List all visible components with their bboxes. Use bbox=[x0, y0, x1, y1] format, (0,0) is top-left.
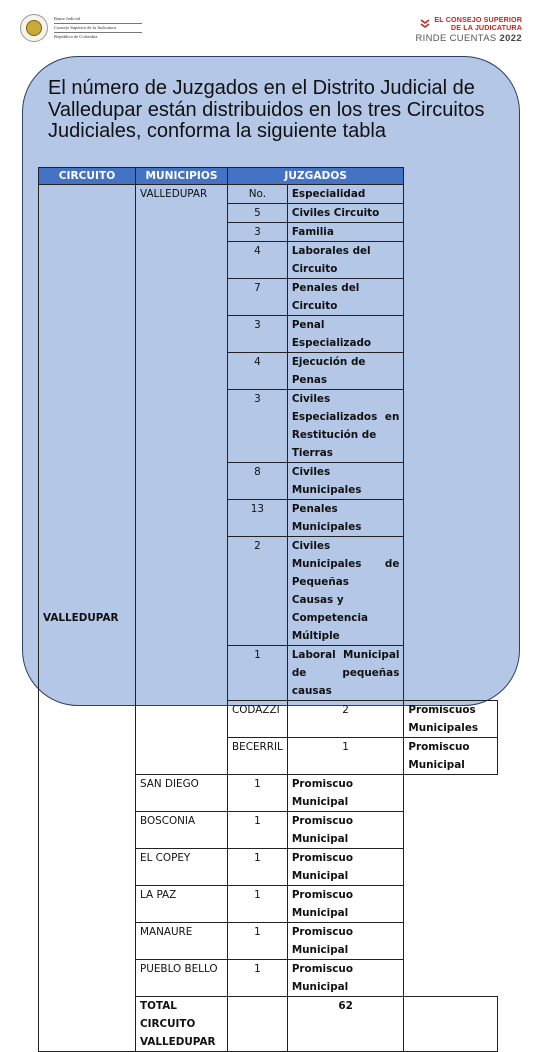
coat-of-arms-icon bbox=[20, 14, 48, 42]
brand-line-2: DE LA JUDICATURA bbox=[450, 23, 522, 33]
institution-line-3: República de Colombia bbox=[54, 34, 98, 39]
especialidad-line-2: causas bbox=[291, 685, 332, 697]
especialidad-line-1: Civiles Municipales de Pequeñas bbox=[291, 540, 400, 588]
institution-line-2: Consejo Superior de la Judicatura bbox=[54, 25, 116, 30]
total-municipios-empty bbox=[228, 997, 288, 1052]
chevron-logo-icon bbox=[419, 17, 431, 29]
circuito-cell: VALLEDUPAR bbox=[39, 185, 136, 1052]
header-left bbox=[20, 14, 142, 42]
juzgados-table bbox=[38, 167, 498, 1052]
table-row: MANAURE 1 Promiscuo Municipal bbox=[39, 923, 498, 960]
table-row: 7 Penales del Circuito bbox=[39, 279, 498, 316]
table-row: 2 Civiles Municipales de Pequeñas Causas y Competencia Múltiple bbox=[39, 537, 498, 646]
table-row: 1 Laboral Municipal de pequeñas causas bbox=[39, 646, 498, 701]
institution-line-1: Rama Judicial bbox=[54, 16, 81, 21]
total-label: TOTAL CIRCUITO VALLEDUPAR bbox=[136, 997, 228, 1052]
table-header-row bbox=[39, 168, 498, 185]
especialidad-line-2: Restitución de Tierras bbox=[291, 429, 377, 459]
header-circuito: CIRCUITO bbox=[39, 168, 136, 185]
subheader-no: No. bbox=[228, 185, 288, 204]
especialidad-line-2: Causas y Competencia Múltiple bbox=[291, 594, 369, 642]
table-row: 13 Penales Municipales bbox=[39, 500, 498, 537]
table-row: CODAZZI 2 Promiscuos Municipales bbox=[39, 701, 498, 738]
table-row: 4 Ejecución de Penas bbox=[39, 353, 498, 390]
table-row: LA PAZ 1 Promiscuo Municipal bbox=[39, 886, 498, 923]
table-row: SAN DIEGO 1 Promiscuo Municipal bbox=[39, 775, 498, 812]
institution-text bbox=[54, 16, 142, 40]
table-row: BECERRIL 1 Promiscuo Municipal bbox=[39, 738, 498, 775]
brand-logo bbox=[415, 16, 522, 43]
header-juzgados: JUZGADOS bbox=[228, 168, 404, 185]
table-row: 5 Civiles Circuito bbox=[39, 204, 498, 223]
especialidad-line-1: Laboral Municipal de pequeñas bbox=[291, 649, 400, 679]
table-row: 8 Civiles Municipales bbox=[39, 463, 498, 500]
table-row: BOSCONIA 1 Promiscuo Municipal bbox=[39, 812, 498, 849]
table-row: 3 Familia bbox=[39, 223, 498, 242]
header-municipios: MUNICIPIOS bbox=[136, 168, 228, 185]
municipio-valledupar-cell: VALLEDUPAR bbox=[136, 185, 228, 775]
table-row: 3 Penal Especializado bbox=[39, 316, 498, 353]
table-row: EL COPEY 1 Promiscuo Municipal bbox=[39, 849, 498, 886]
brand-line-3: RINDE CUENTAS 2022 bbox=[415, 32, 522, 44]
slide-title: El número de Juzgados en el Distrito Judicial de Valledupar están distribuidos en los tres Circuitos Judiciales, conforma la siguiente tabla bbox=[48, 77, 485, 142]
table-row: 4 Laborales del Circuito bbox=[39, 242, 498, 279]
especialidad-line-1: Civiles Especializados en bbox=[291, 393, 400, 423]
brand-line-1: EL CONSEJO SUPERIOR bbox=[434, 15, 522, 24]
subheader-row bbox=[39, 185, 498, 204]
subheader-especialidad: Especialidad bbox=[287, 185, 404, 204]
total-value: 62 bbox=[287, 997, 404, 1052]
total-especialidad-empty bbox=[404, 997, 498, 1052]
table-row: PUEBLO BELLO 1 Promiscuo Municipal bbox=[39, 960, 498, 997]
table-row: 3 Civiles Especializados en Restitución de Tierras bbox=[39, 390, 498, 463]
